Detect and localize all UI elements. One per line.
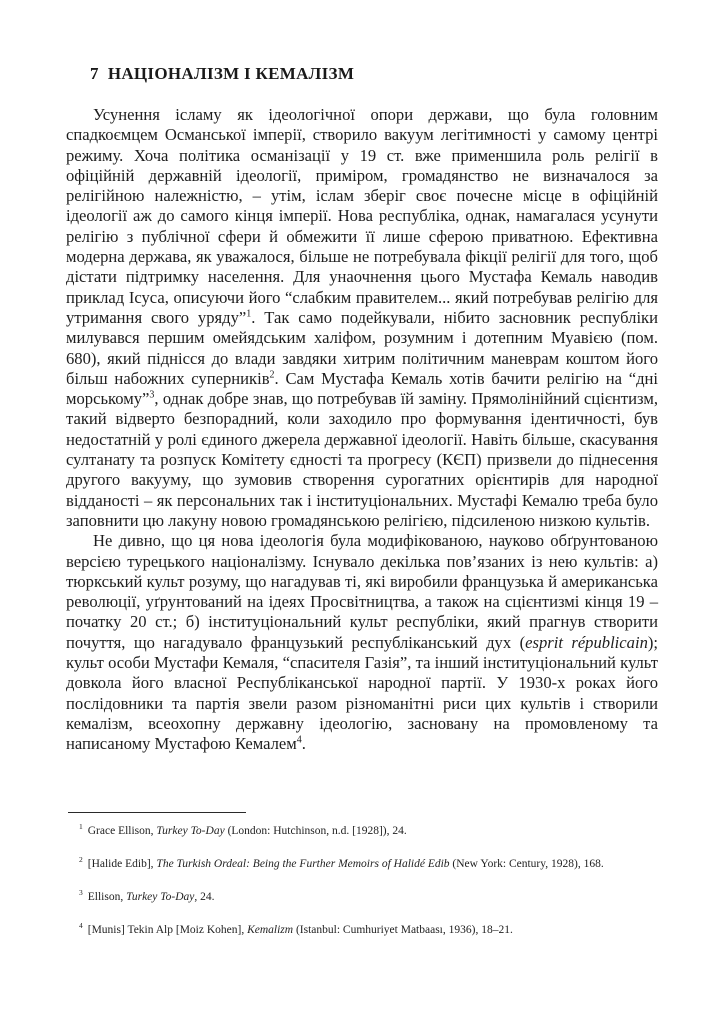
text-segment: [Munis] Tekin Alp [Moiz Kohen], xyxy=(87,924,248,936)
footnote-text xyxy=(88,891,215,903)
footnote-text xyxy=(88,924,513,936)
italic-text-segment: Turkey To-Day xyxy=(156,825,225,837)
text-segment: (London: Hutchinson, n.d. [1928]), 24. xyxy=(224,825,407,837)
body-text xyxy=(66,105,658,755)
footnote-item-4 xyxy=(66,921,706,937)
text-segment: Не дивно, що ця нова ідеологія була модифікованою, науково обґрунтованою версією турецького націоналізму. Існувало декілька пов’язаних із нею культів: а) тюркський культ розуму, що нагадував ті, які виробили французька й американська революції, уґрунтований на ідеях Просвітництва, а також на сцієнтизмі кінця 19 – початку 20 ст.; б) інституціональний культ республіки, який прагнув створити почуття, що нагадувало французький республіканський дух ( xyxy=(66,531,658,652)
chapter-heading xyxy=(90,64,658,84)
text-segment: ); культ особи Мустафи Кемаля, “спасителя Газія”, та інший інституціональний культ довкола його власної Республіканської народної партії. У 1930-х роках його послідовники та партія звели разом різноманітні риси цих культів і створили кемалізм, всеохопну державну ідеологію, засновану на промовленому та написаному Мустафою Кемалем xyxy=(66,632,659,754)
footnote-marker: 3 xyxy=(79,888,83,898)
footnote-reference: 2 xyxy=(269,369,275,381)
footnote-item-1 xyxy=(66,822,706,838)
text-segment: . Сам Мустафа Кемаль хотів бачити релігію на “дні морському” xyxy=(66,368,659,409)
chapter-title: НАЦІОНАЛІЗМ І КЕМАЛІЗМ xyxy=(107,64,355,83)
footnote-marker: 4 xyxy=(79,921,83,931)
italic-text-segment: Kemalizm xyxy=(247,924,294,936)
body-paragraph-2 xyxy=(66,531,658,754)
text-segment: , однак добре знав, що потребував їй заміну. Прямолінійний сцієнтизм, такий відверто безпорадний, коли заходило про формування ідентичності, був недостатній у ролі єдиного джерела державної ідеології. Навіть більше, скасування султанату та розпуск Комітету єдності та прогресу (КЄП) призвели до піднесення другого вакууму, що зумовив створення сурогатних орієнтирів для народної відданості – як персональних так і інституціональних. Мустафі Кемалю треба було заповнити цю лакуну новою громадянською релігією, підсиленою низкою культів. xyxy=(66,389,658,530)
footnote-text xyxy=(88,858,604,870)
footnote-reference: 4 xyxy=(296,734,302,746)
text-segment: [Halide Edib], xyxy=(87,858,157,870)
footnote-item-3 xyxy=(66,888,706,904)
text-segment: Ellison, xyxy=(87,891,127,903)
footnote-marker: 2 xyxy=(79,855,83,865)
text-segment: . xyxy=(301,734,306,754)
italic-text-segment: The Turkish Ordeal: Being the Further Memoirs of Halidé Edib xyxy=(156,858,450,870)
footnote-text xyxy=(88,825,407,837)
text-segment: . Так само подейкували, нібито засновник республіки милувався першим омейядським халіфом, розумним і дотепним Муавією (пом. 680), який піднісся до влади завдяки хитрим політичним маневрам коштом його більш набожних суперників xyxy=(66,307,658,388)
text-segment: Grace Ellison, xyxy=(87,825,157,837)
text-segment: Усунення ісламу як ідеологічної опори держави, що була головним спадкоємцем Османської імперії, створило вакуум легітимності у самому центрі режиму. Хоча політика османізації у 19 ст. вже применшила роль релігії в офіційній державній ідеології, приміром, громадянство не визначалося за релігійною належністю, – утім, іслам зберіг своє почесне місце в офіційній ідеології аж до самого кінця імперії. Нова республіка, однак, намагалася усунути релігію з публічної сфери й обмежити її лише сферою приватною. Ефективна модерна держава, як уважалося, більше не потребувала фікції релігії для того, щоб дістати підтримку населення. Для унаочнення цього Мустафа Кемаль наводив приклад Ісуса, описуючи його “слабким правителем... який потребував релігію для утримання свого уряду” xyxy=(66,105,658,327)
footnote-area xyxy=(66,812,706,937)
footnote-item-2 xyxy=(66,855,706,871)
chapter-number: 7 xyxy=(90,64,99,83)
text-segment: , 24. xyxy=(194,891,215,903)
footnote-separator xyxy=(68,812,246,813)
text-column xyxy=(66,0,658,755)
italic-text-segment: esprit républicain xyxy=(525,632,648,652)
body-paragraph-1 xyxy=(66,105,658,531)
text-segment: (New York: Century, 1928), 168. xyxy=(449,858,604,870)
text-segment: (Istanbul: Cumhuriyet Matbaası, 1936), 18–21. xyxy=(293,924,513,936)
italic-text-segment: Turkey To-Day xyxy=(126,891,195,903)
footnotes xyxy=(66,822,706,937)
footnote-reference: 3 xyxy=(149,389,155,401)
footnote-reference: 1 xyxy=(246,308,252,320)
footnote-marker: 1 xyxy=(79,822,83,832)
